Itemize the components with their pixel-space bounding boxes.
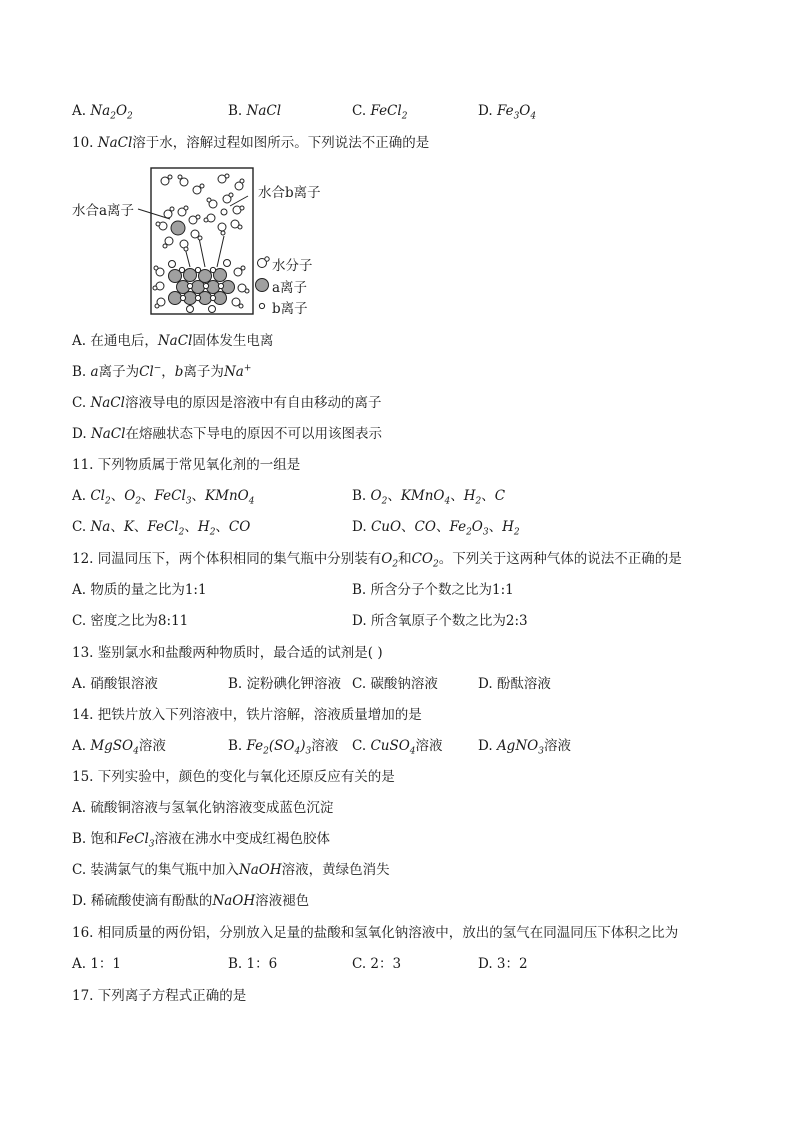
hydrated-a-ion	[156, 206, 202, 251]
q13-option-d: D. 酚酞溶液	[478, 676, 551, 692]
q14-option-d: D. AgNO$_3$溶液	[478, 738, 571, 757]
q14-option-c: C. CuSO$_4$溶液	[352, 738, 443, 757]
q9-option-d: D. $Fe_3O_4$	[478, 103, 537, 122]
q11-option-d: D. CuO、CO、$Fe_2O_3$、$H_2$	[352, 519, 520, 538]
q16-option-b: B. 1：6	[228, 956, 278, 972]
q13-option-c: C. 碳酸钠溶液	[352, 676, 438, 692]
pointer-line-b	[230, 196, 248, 206]
q13-stem: 13. 鉴别氯水和盐酸两种物质时，最合适的试剂是( )	[72, 645, 383, 661]
q16-option-d: D. 3：2	[478, 956, 528, 972]
legend-b-icon	[259, 303, 264, 308]
q13-option-a: A. 硝酸银溶液	[72, 676, 158, 692]
q11-option-b: B. $O_2$、KMnO$_4$、$H_2$、C	[352, 488, 506, 507]
legend-a-icon	[256, 279, 269, 292]
label-hydrated-b: 水合b离子	[258, 185, 321, 201]
q15-option-d: D. 稀硫酸使滴有酚酞的NaOH溶液褪色	[72, 893, 310, 909]
q14-stem: 14. 把铁片放入下列溶液中，铁片溶解，溶液质量增加的是	[72, 707, 422, 723]
free-water-molecules	[161, 174, 244, 194]
q15-stem: 15. 下列实验中，颜色的变化与氧化还原反应有关的是	[72, 769, 395, 785]
q17-stem: 17. 下列离子方程式正确的是	[72, 988, 247, 1004]
q10-option-d: D. NaCl在熔融状态下导电的原因不可以用该图表示	[72, 426, 382, 442]
q9-option-b: B. NaCl	[228, 103, 282, 119]
dissolution-figure	[72, 164, 352, 324]
nacl-crystal	[153, 260, 249, 313]
q10-option-b: B. a离子为Cl−，b离子为Na+	[72, 363, 252, 380]
q12-stem: 12. 同温同压下，两个体积相同的集气瓶中分别装有$O_2$和$CO_2$。下列关于这两种气体的说法不正确的是	[72, 551, 682, 570]
legend-water-icon	[258, 257, 270, 268]
q15-option-a: A. 硫酸铜溶液与氢氧化钠溶液变成蓝色沉淀	[72, 800, 334, 816]
legend-b-label: b离子	[272, 301, 308, 317]
q11-option-a: A. $Cl_2$、$O_2$、FeCl$_3$、KMnO$_4$	[72, 488, 255, 507]
q9-option-c: C. FeCl$_2$	[352, 103, 408, 122]
q12-option-d: D. 所含氧原子个数之比为2:3	[352, 613, 528, 629]
q14-option-a: A. MgSO$_4$溶液	[72, 738, 166, 757]
q13-option-b: B. 淀粉碘化钾溶液	[228, 676, 342, 692]
q10-stem: 10. NaCl溶于水，溶解过程如图所示。下列说法不正确的是	[72, 135, 430, 151]
legend-a-label: a离子	[272, 280, 308, 296]
q16-option-c: C. 2：3	[352, 956, 402, 972]
q11-stem: 11. 下列物质属于常见氧化剂的一组是	[72, 457, 301, 473]
q11-option-c: C. Na、K、FeCl$_2$、$H_2$、CO	[72, 519, 251, 538]
q14-option-b: B. $Fe_2(SO_4)_3$溶液	[228, 738, 339, 757]
legend-water-label: 水分子	[272, 258, 313, 274]
q12-option-a: A. 物质的量之比为1:1	[72, 582, 207, 598]
q10-option-c: C. NaCl溶液导电的原因是溶液中有自由移动的离子	[72, 395, 382, 411]
label-hydrated-a: 水合a离子	[72, 203, 135, 219]
q16-option-a: A. 1：1	[72, 956, 122, 972]
q12-option-c: C. 密度之比为8:11	[72, 613, 189, 629]
q16-stem: 16. 相同质量的两份铝，分别放入足量的盐酸和氢氧化钠溶液中，放出的氢气在同温同压下体积之比为	[72, 925, 679, 941]
q12-option-b: B. 所含分子个数之比为1:1	[352, 582, 514, 598]
q10-option-a: A. 在通电后，NaCl固体发生电离	[72, 333, 274, 349]
q15-option-c: C. 装满氯气的集气瓶中加入NaOH溶液，黄绿色消失	[72, 862, 390, 878]
q15-option-b: B. 饱和FeCl$_3$溶液在沸水中变成红褐色胶体	[72, 831, 331, 850]
q9-option-a: A. $Na_2O_2$	[72, 103, 133, 122]
hydrated-b-ion	[204, 193, 244, 235]
